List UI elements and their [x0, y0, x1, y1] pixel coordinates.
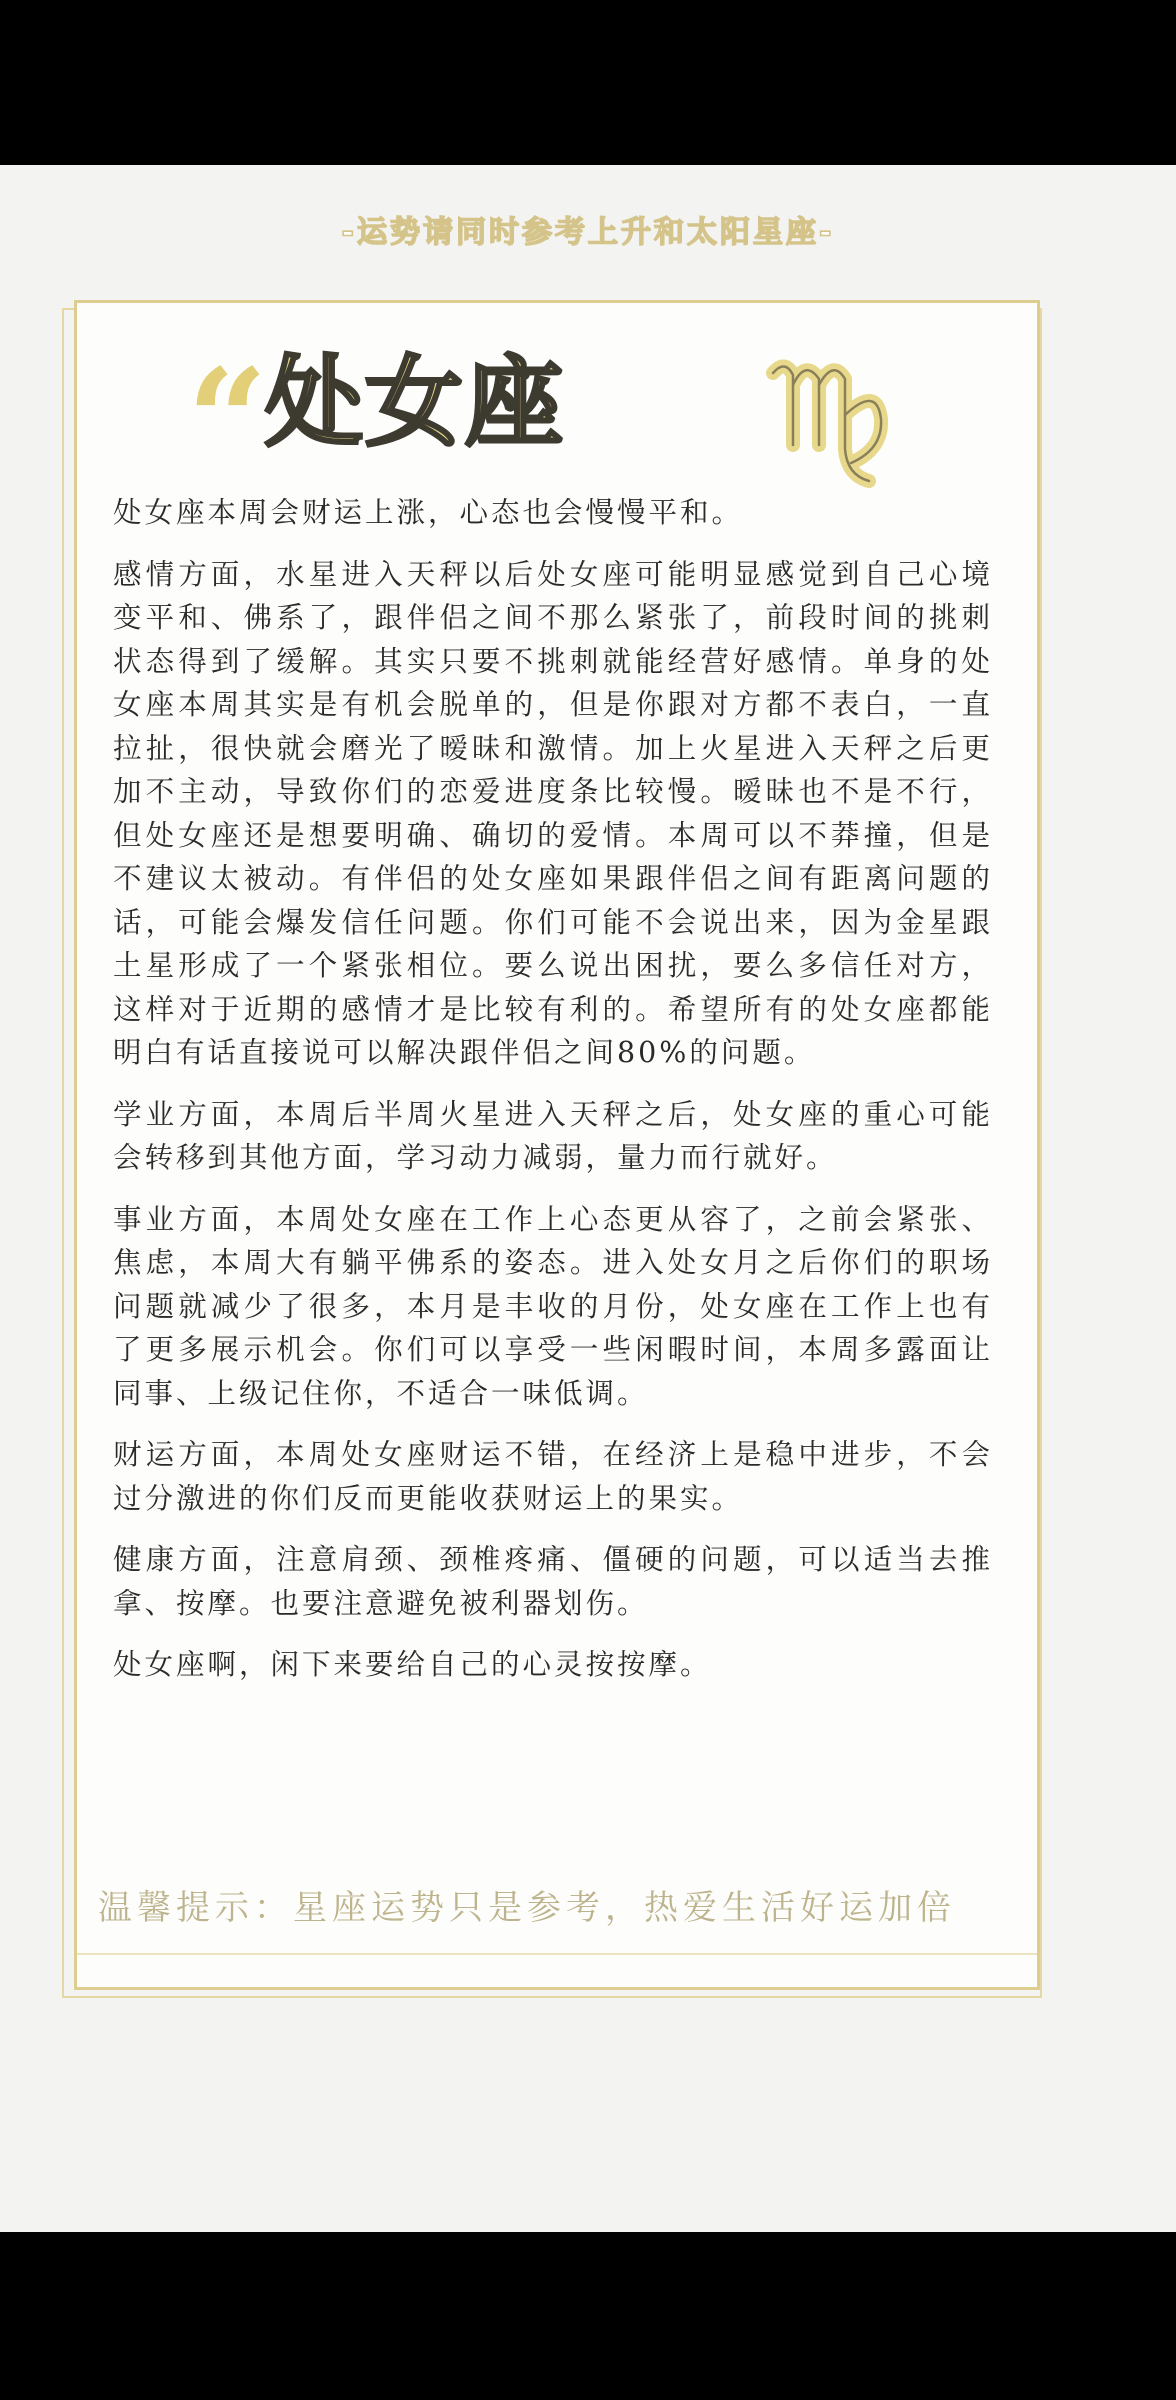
career-paragraph: 事业方面，本周处女座在工作上心态更从容了，之前会紧张、焦虑，本周大有躺平佛系的姿态。进入处女月之后你们的职场问题就减少了很多，本月是丰收的月份，处女座在工作上也有了更多展示机会。你们可以享受一些闲暇时间，本周多露面让同事、上级记住你，不适合一味低调。	[113, 1202, 993, 1410]
virgo-zodiac-icon	[765, 345, 905, 495]
quote-mark: “	[187, 339, 268, 503]
love-paragraph: 感情方面，水星进入天秤以后处女座可能明显感觉到自己心境变平和、佛系了，跟伴侣之间不那么紧张了，前段时间的挑刺状态得到了缓解。其实只要不挑刺就能经营好感情。单身的处女座本周其实是有机会脱单的，但是你跟对方都不表白，一直拉扯，很快就会磨光了暧昧和激情。加上火星进入天秤之后更加不主动，导致你们的恋爱进度条比较慢。暧昧也不是不行，但处女座还是想要明确、确切的爱情。本周可以不莽撞，但是不建议太被动。有伴侣的处女座如果跟伴侣之间有距离问题的话，可能会爆发信任问题。你们可能不会说出来，因为金星跟土星形成了一个紧张相位。要么说出困扰，要么多信任对方，这样对于近期的感情才是比较有利的。希望所有的处女座都能明白有话直接说可以解决跟伴侣之间80%的问题。	[113, 557, 993, 1069]
study-paragraph: 学业方面，本周后半周火星进入天秤之后，处女座的重心可能会转移到其他方面，学习动力减弱，量力而行就好。	[113, 1097, 993, 1174]
wealth-paragraph: 财运方面，本周处女座财运不错，在经济上是稳中进步，不会过分激进的你们反而更能收获财运上的果实。	[113, 1438, 993, 1515]
page-title: 处女座	[265, 346, 566, 460]
frame-divider	[77, 1953, 1037, 1955]
horoscope-poster	[0, 165, 1176, 2232]
article-body	[113, 491, 993, 1705]
health-paragraph: 健康方面，注意肩颈、颈椎疼痛、僵硬的问题，可以适当去推拿、按摩。也要注意避免被利器划伤。	[113, 1543, 993, 1620]
bottom-black-bar	[0, 2232, 1176, 2400]
content-card	[74, 300, 1040, 1990]
summary-paragraph: 处女座本周会财运上涨，心态也会慢慢平和。	[113, 496, 744, 529]
top-black-bar	[0, 0, 1176, 165]
closing-paragraph: 处女座啊，闲下来要给自己的心灵按按摩。	[113, 1648, 712, 1681]
tip-text: 温馨提示：星座运势只是参考，热爱生活好运加倍	[98, 1888, 956, 1928]
top-note: -运势请同时参考上升和太阳星座-	[341, 215, 835, 250]
